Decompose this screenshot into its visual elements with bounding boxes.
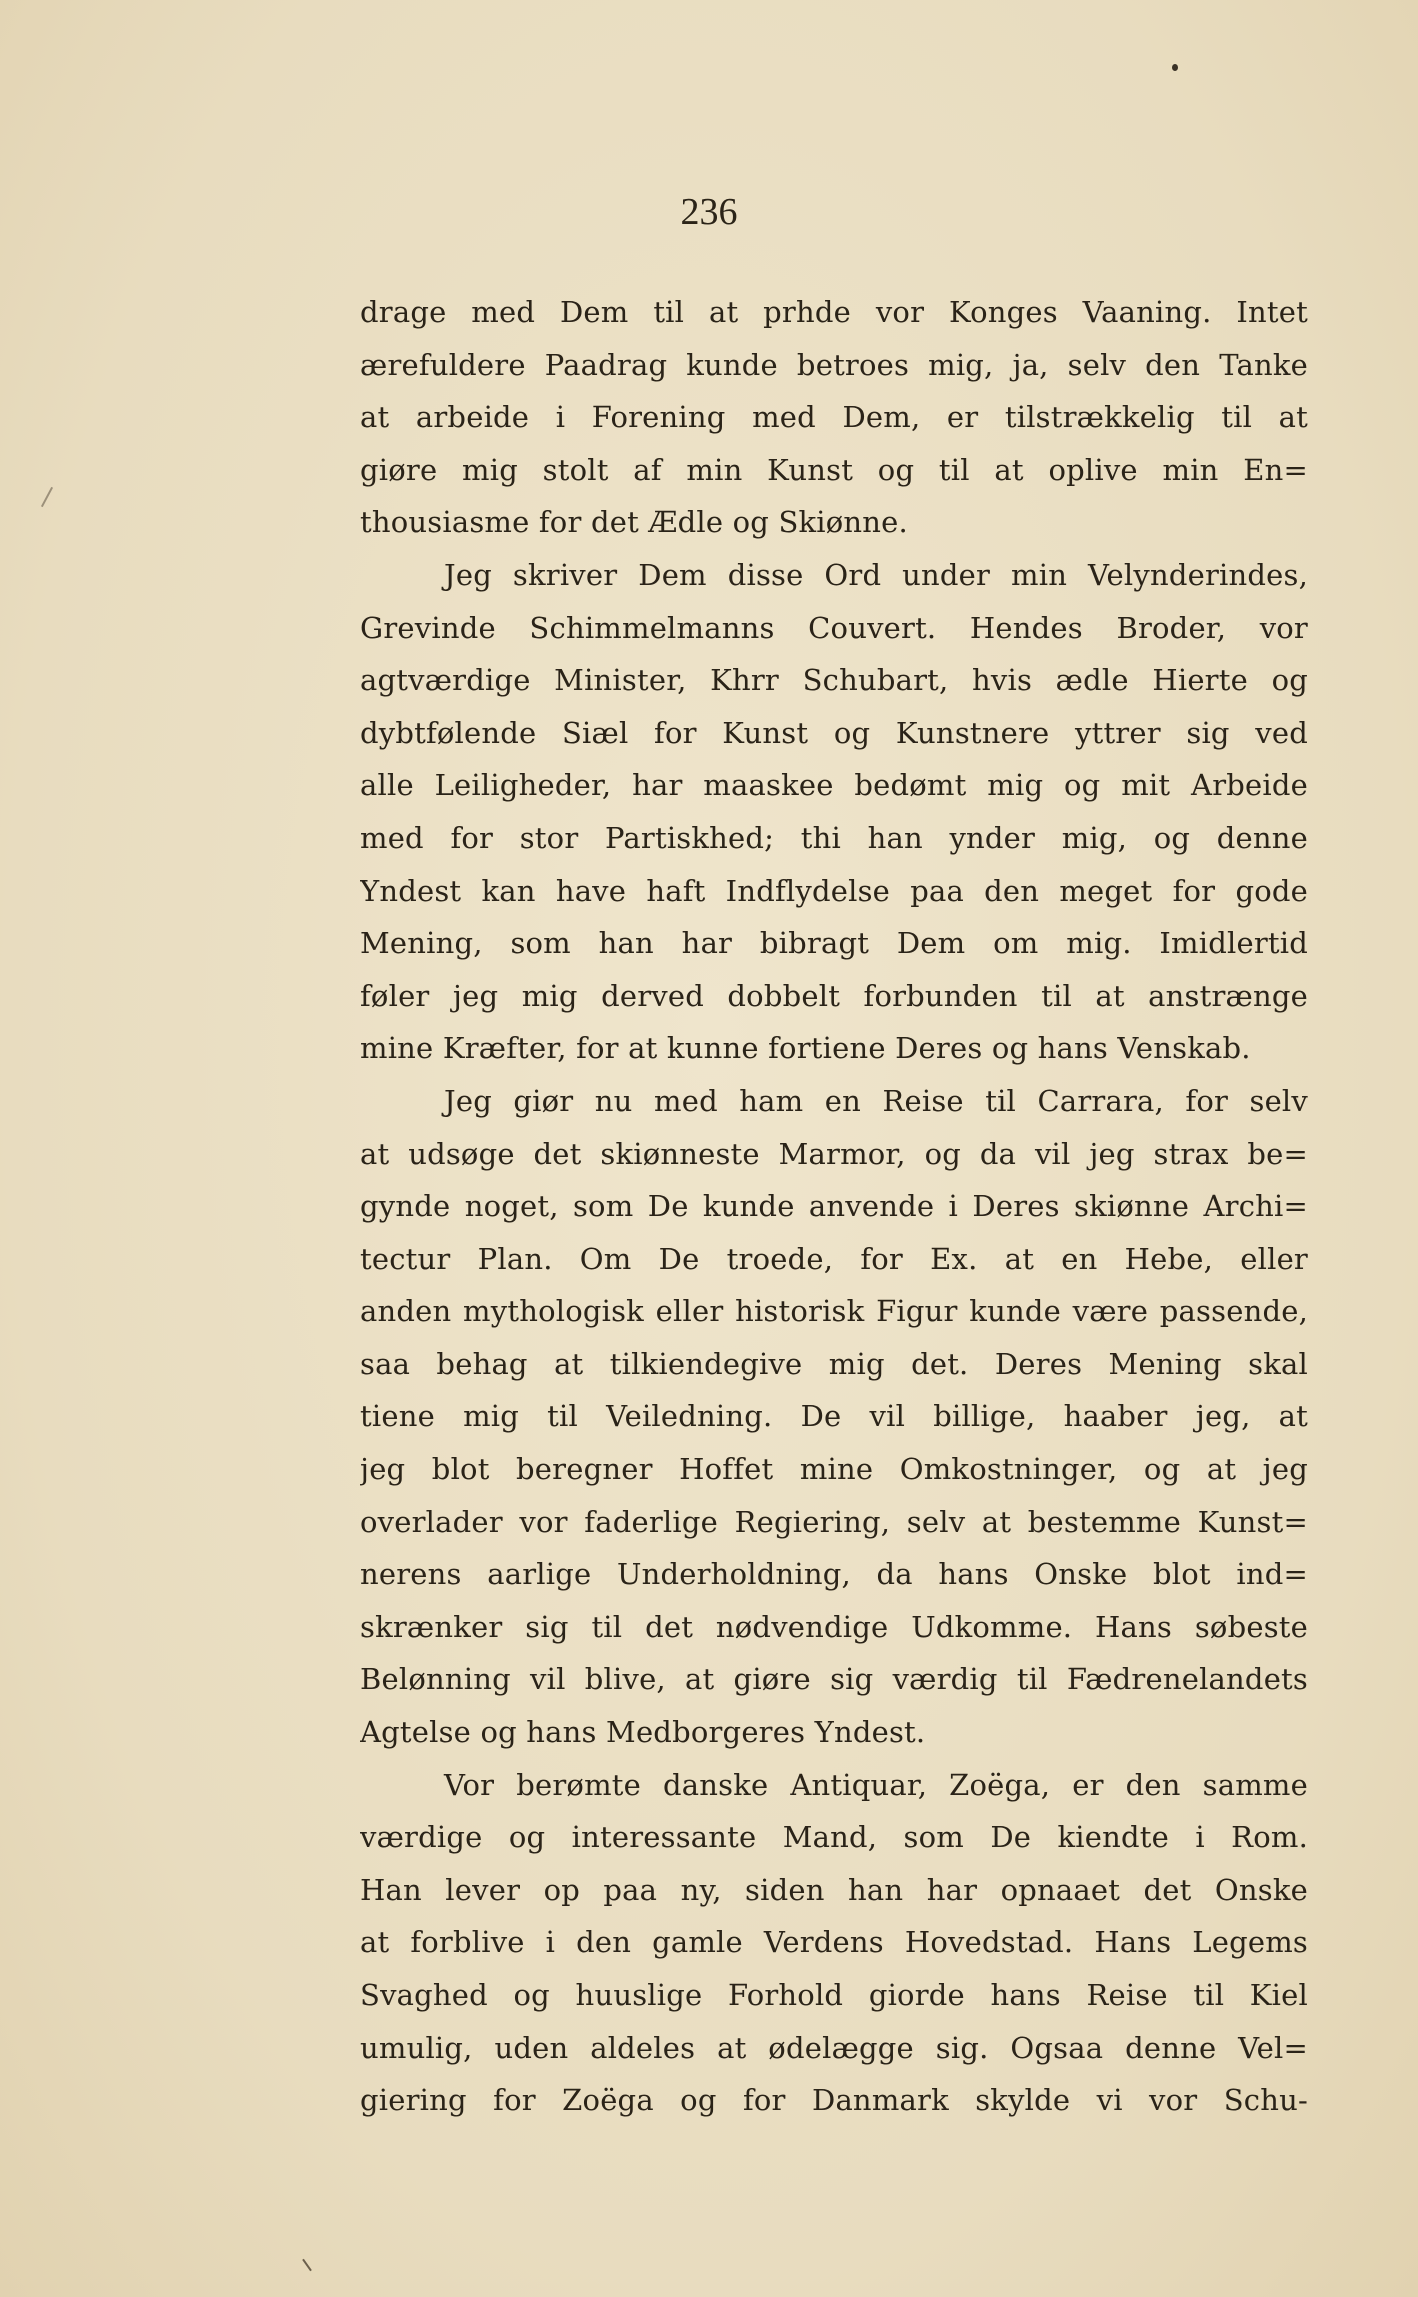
- text-line: Agtelse og hans Medborgeres Yndest.: [360, 1715, 926, 1750]
- text-line: saa behag at tilkiendegive mig det. Deres Mening skal: [360, 1346, 1308, 1381]
- text-line: skrænker sig til det nødvendige Udkomme. Hans søbeste: [360, 1609, 1308, 1644]
- text-line: mine Kræfter, for at kunne fortiene Deres og hans Venskab.: [360, 1031, 1251, 1066]
- text-line: Jeg giør nu med ham en Reise til Carrara, for selv: [444, 1083, 1308, 1118]
- text-line: værdige og interessante Mand, som De kiendte i Rom.: [360, 1820, 1308, 1855]
- text-line: med for stor Partiskhed; thi han ynder mig, og denne: [360, 820, 1308, 855]
- text-line: Mening, som han har bibragt Dem om mig. Imidlertid: [360, 926, 1308, 961]
- text-line: dybtfølende Siæl for Kunst og Kunstnere yttrer sig ved: [360, 715, 1308, 750]
- page-number: 236: [680, 191, 738, 233]
- text-line: Yndest kan have haft Indflydelse paa den meget for gode: [360, 873, 1308, 908]
- text-line: thousiasme for det Ædle og Skiønne.: [360, 505, 908, 540]
- text-line: jeg blot beregner Hoffet mine Omkostninger, og at jeg: [360, 1452, 1308, 1487]
- text-line: at udsøge det skiønneste Marmor, og da vil jeg strax be=: [360, 1136, 1308, 1171]
- text-line: Grevinde Schimmelmanns Couvert. Hendes Broder, vor: [360, 610, 1308, 645]
- ink-speck: [1172, 64, 1178, 71]
- text-line: Jeg skriver Dem disse Ord under min Velynderindes,: [444, 557, 1308, 592]
- text-line: Svaghed og huuslige Forhold giorde hans Reise til Kiel: [360, 1978, 1308, 2012]
- text-line: ærefuldere Paadrag kunde betroes mig, ja, selv den Tanke: [360, 347, 1308, 382]
- margin-mark: [41, 487, 53, 507]
- text-line: føler jeg mig derved dobbelt forbunden til at anstrænge: [360, 978, 1308, 1013]
- text-line: tectur Plan. Om De troede, for Ex. at en Hebe, eller: [360, 1241, 1308, 1276]
- text-line: Belønning vil blive, at giøre sig værdig til Fædrenelandets: [360, 1662, 1308, 1697]
- text-line: at forblive i den gamle Verdens Hovedstad. Hans Legems: [360, 1925, 1308, 1960]
- text-line: gynde noget, som De kunde anvende i Deres skiønne Archi=: [360, 1189, 1308, 1224]
- text-line: giøre mig stolt af min Kunst og til at oplive min En=: [360, 452, 1308, 487]
- text-line: Han lever op paa ny, siden han har opnaaet det Onske: [360, 1872, 1308, 1907]
- text-line: tiene mig til Veiledning. De vil billige, haaber jeg, at: [360, 1399, 1308, 1434]
- margin-mark: [302, 2259, 312, 2272]
- text-line: alle Leiligheder, har maaskee bedømt mig og mit Arbeide: [360, 768, 1308, 803]
- text-line: giering for Zoëga og for Danmark skylde vi vor Schu-: [360, 2083, 1308, 2118]
- text-line: anden mythologisk eller historisk Figur kunde være passende,: [360, 1294, 1308, 1329]
- text-line: overlader vor faderlige Regiering, selv at bestemme Kunst=: [360, 1504, 1308, 1539]
- text-line: agtværdige Minister, Khrr Schubart, hvis ædle Hierte og: [360, 663, 1308, 698]
- text-line: at arbeide i Forening med Dem, er tilstrækkelig til at: [360, 400, 1308, 435]
- text-line: drage med Dem til at prhde vor Konges Vaaning. Intet: [360, 295, 1308, 329]
- text-line: umulig, uden aldeles at ødelægge sig. Ogsaa denne Vel=: [360, 2030, 1308, 2065]
- body-text: [360, 286, 1308, 2127]
- text-line: Vor berømte danske Antiquar, Zoëga, er den samme: [444, 1767, 1308, 1802]
- text-line: nerens aarlige Underholdning, da hans Onske blot ind=: [360, 1557, 1308, 1592]
